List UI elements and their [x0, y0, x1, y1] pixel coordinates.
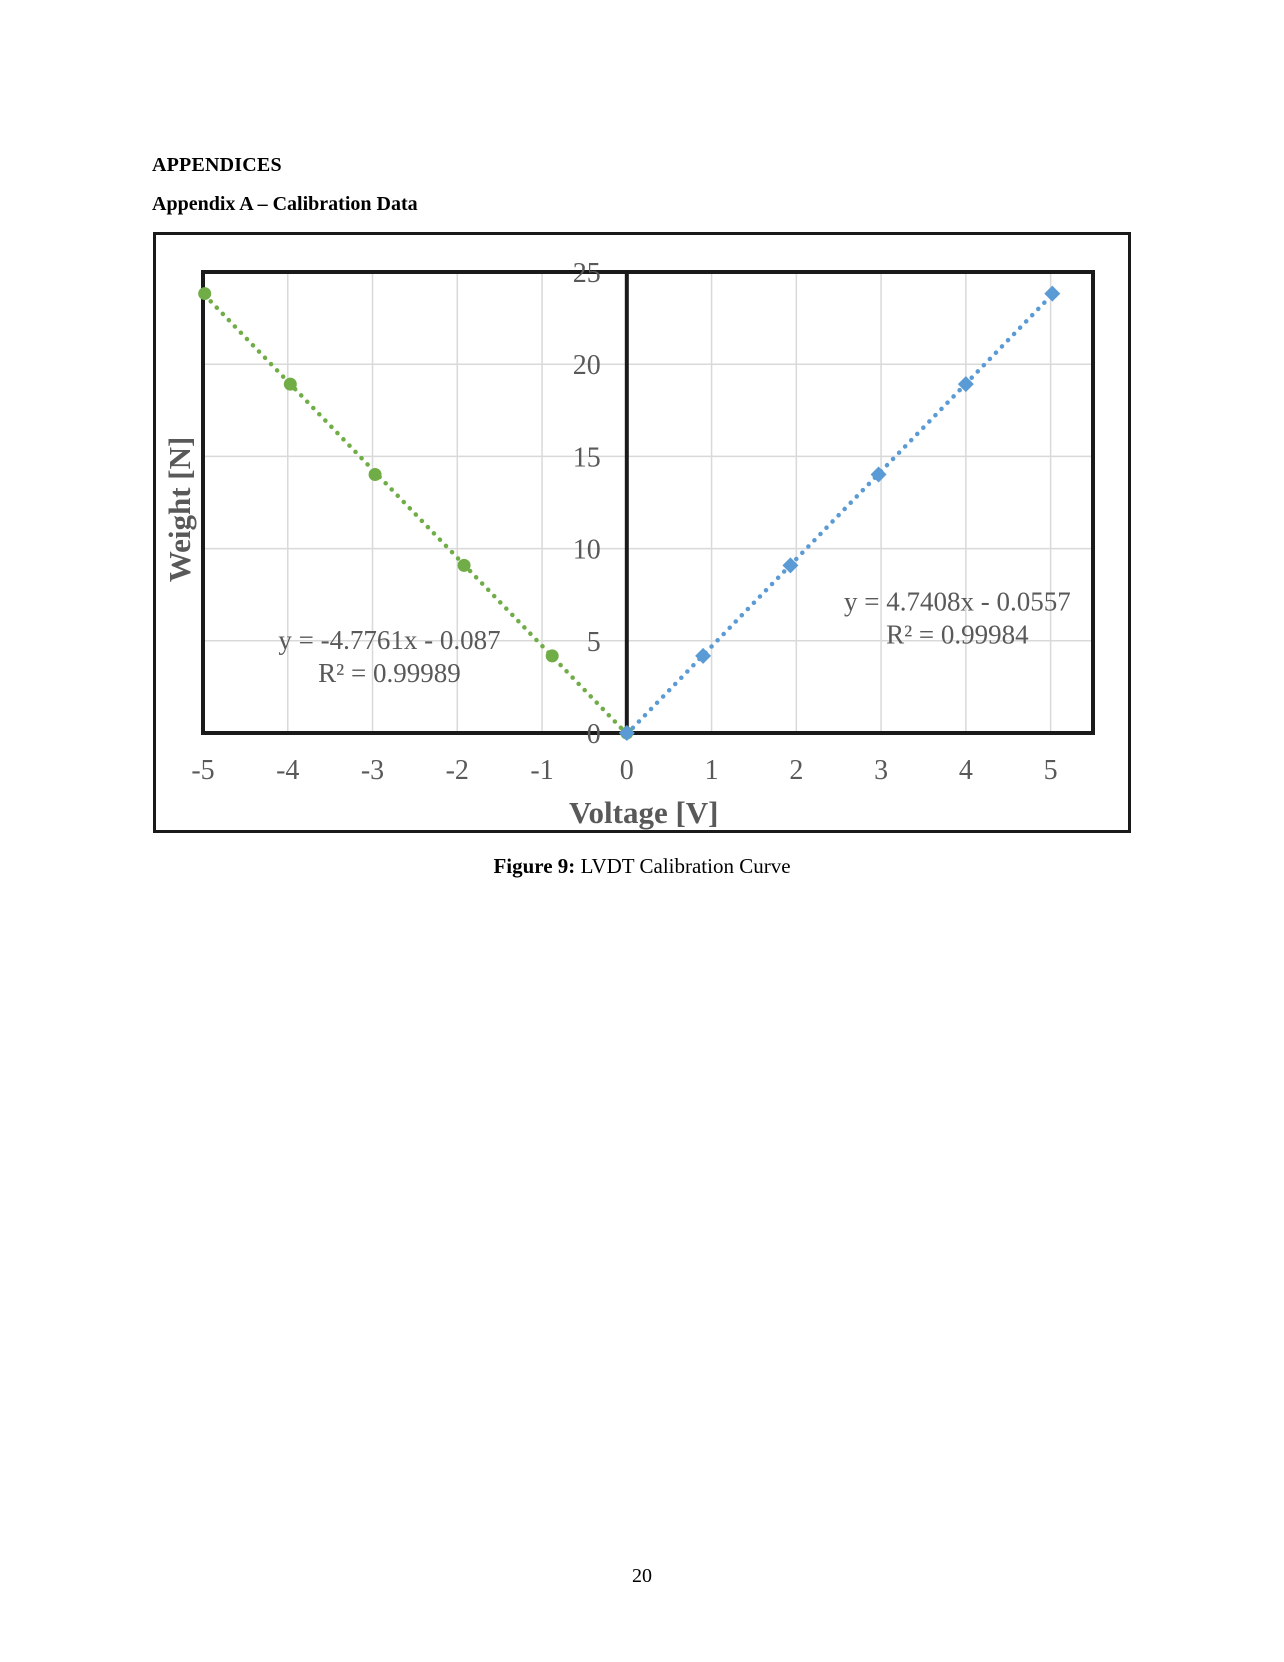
y-tick-label: 25 [572, 258, 601, 289]
data-point-series-2 [1044, 286, 1060, 302]
x-tick-label: 4 [958, 755, 973, 786]
x-tick-label: -3 [360, 755, 385, 786]
data-point-series-1 [458, 559, 471, 572]
x-tick-label: 2 [789, 755, 804, 786]
calibration-chart [156, 235, 1128, 830]
subsection-heading: Appendix A – Calibration Data [152, 193, 418, 215]
data-point-series-1 [369, 468, 382, 481]
figure-caption [0, 854, 1284, 879]
y-tick-label: 15 [572, 442, 601, 474]
figure-frame [153, 232, 1131, 833]
axis-labels [162, 258, 1071, 830]
x-tick-label: -1 [530, 755, 554, 786]
x-tick-label: 5 [1043, 755, 1058, 786]
y-tick-label: 10 [572, 534, 601, 566]
x-tick-label: 3 [874, 755, 889, 786]
trendline-equation: y = 4.7408x - 0.0557 [844, 586, 1071, 617]
y-tick-label: 0 [586, 719, 601, 750]
trendline-r-squared: R² = 0.99984 [886, 619, 1029, 650]
x-tick-label: -4 [276, 755, 300, 786]
x-tick-label: -5 [191, 755, 215, 786]
data-point-series-1 [546, 649, 559, 662]
trendline-equation: y = -4.7761x - 0.087 [278, 625, 501, 656]
y-tick-label: 20 [572, 350, 601, 382]
x-tick-label: 0 [619, 755, 634, 786]
x-axis-title: Voltage [V] [568, 795, 719, 830]
data-point-series-1 [284, 378, 297, 391]
data-point-series-2 [871, 466, 887, 482]
y-tick-label: 5 [586, 626, 601, 658]
caption-label: Figure 9: [493, 854, 576, 878]
caption-text: LVDT Calibration Curve [575, 854, 791, 878]
page-number: 20 [632, 1565, 652, 1587]
x-tick-label: 1 [704, 755, 719, 786]
data-point-series-1 [198, 287, 211, 300]
x-tick-label: -2 [445, 755, 469, 786]
trendline-r-squared: R² = 0.99989 [318, 658, 461, 689]
y-axis-title: Weight [N] [162, 436, 197, 583]
data-point-series-2 [695, 648, 711, 664]
section-heading: APPENDICES [152, 154, 282, 176]
trendline-series-2 [627, 294, 1053, 734]
